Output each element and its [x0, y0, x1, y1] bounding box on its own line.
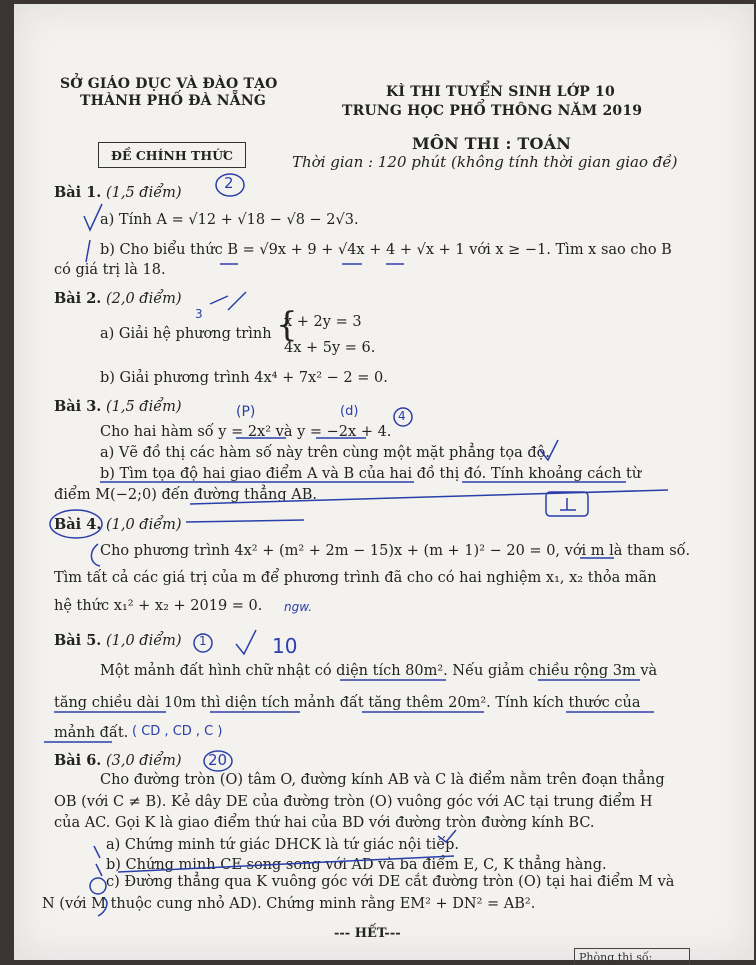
bai1-b: b) Cho biểu thức B = √9x + 9 + √4x + 4 + √x + 1 với x ≥ −1. Tìm x sao cho B — [100, 242, 672, 258]
department-name: SỞ GIÁO DỤC VÀ ĐÀO TẠO — [60, 76, 278, 92]
system-brace: { — [276, 305, 298, 345]
check-mark-6 — [438, 830, 456, 842]
hw-number-2: 2 — [224, 174, 234, 192]
bai6-heading: Bài 6. (3,0 điểm) — [54, 752, 182, 769]
bai1-b-line2: có giá trị là 18. — [54, 262, 166, 278]
long-underline — [190, 490, 668, 504]
bracket-bai6c — [98, 898, 107, 916]
subject-title: MÔN THI : TOÁN — [412, 134, 572, 153]
bai6-c: c) Đường thẳng qua K vuông góc với DE cắt đường tròn (O) tại hai điểm M và — [106, 874, 675, 890]
check-marks-6ab — [94, 846, 102, 876]
bai5-line1: Một mảnh đất hình chữ nhật có diện tích 80m². Nếu giảm chiều rộng 3m và — [100, 663, 658, 679]
bai2-b: b) Giải phương trình 4x⁴ + 7x² − 2 = 0. — [100, 370, 388, 386]
bai2-eq1: x + 2y = 3 — [284, 314, 362, 330]
bai5-line2: tăng chiều dài 10m thì diện tích mảnh đất tăng thêm 20m². Tính kích thước của — [54, 695, 641, 711]
circle-bai4 — [50, 510, 102, 538]
bai4-line2: Tìm tất cả các giá trị của m để phương trình đã cho có hai nghiệm x₁, x₂ thỏa mãn — [54, 570, 657, 586]
bai3-b-line2: điểm M(−2;0) đến đường thẳng AB. — [54, 487, 317, 503]
room-number-box: Phòng thi số: — [574, 948, 690, 965]
handwriting-strokes — [14, 4, 754, 960]
hw-number-4: 4 — [398, 409, 406, 423]
hw-label-d: (d) — [340, 404, 359, 419]
exam-subtitle: TRUNG HỌC PHỔ THÔNG NĂM 2019 — [342, 103, 643, 119]
hw-number-10: 10 — [272, 634, 298, 658]
bai3-heading: Bài 3. (1,5 điểm) — [54, 398, 182, 415]
check-mark-5 — [236, 630, 256, 654]
bai4-line3: hệ thức x₁² + x₂ + 2019 = 0. — [54, 598, 263, 614]
end-mark: --- HẾT--- — [334, 926, 401, 941]
time-limit: Thời gian : 120 phút (không tính thời gian giao đề) — [292, 153, 678, 171]
bai6-line3: của AC. Gọi K là giao điểm thứ hai của BD với đường tròn đường kính BC. — [54, 815, 595, 831]
bai2-eq2: 4x + 5y = 6. — [284, 340, 376, 356]
bai2-a: a) Giải hệ phương trình — [100, 326, 272, 342]
bai4-heading: Bài 4. (1,0 điểm) — [54, 516, 182, 533]
check-mark-2 — [210, 292, 246, 310]
underline-bai4 — [186, 520, 304, 522]
bai3-line1: Cho hai hàm số y = 2x² và y = −2x + 4. — [100, 424, 392, 440]
bai2-heading: Bài 2. (2,0 điểm) — [54, 290, 182, 307]
hw-number-1: 1 — [199, 634, 207, 648]
hw-number-3: 3 — [195, 307, 203, 321]
bai6-a: a) Chứng minh tứ giác DHCK là tứ giác nội tiếp. — [106, 837, 460, 853]
hw-note: ngw. — [284, 600, 313, 614]
hw-cd-note: ( CD , CD , C ) — [132, 724, 223, 739]
bai6-b: b) Chứng minh CE song song với AD và ba điểm E, C, K thẳng hàng. — [106, 857, 607, 873]
bai1-a: a) Tính A = √12 + √18 − √8 − 2√3. — [100, 212, 359, 228]
bai5-line3: mảnh đất. — [54, 725, 129, 741]
city-name: THÀNH PHỐ ĐÀ NẴNG — [80, 93, 267, 109]
bai4-line1: Cho phương trình 4x² + (m² + 2m − 15)x + (m + 1)² − 20 = 0, với m là tham số. — [100, 543, 691, 559]
bai3-a: a) Vẽ đồ thị các hàm số này trên cùng một mặt phẳng tọa độ. — [100, 445, 550, 461]
bai3-b-line1: b) Tìm tọa độ hai giao điểm A và B của hai đồ thị đó. Tính khoảng cách từ — [100, 466, 642, 482]
official-badge: ĐỀ CHÍNH THỨC — [98, 142, 246, 168]
bai1-heading: Bài 1. (1,5 điểm) — [54, 184, 182, 201]
bai6-line1: Cho đường tròn (O) tâm O, đường kính AB và C là điểm nằm trên đoạn thẳng — [100, 772, 665, 788]
circle-bai6c — [90, 878, 106, 894]
bracket-bai4 — [91, 544, 100, 566]
exam-title: KÌ THI TUYỂN SINH LỚP 10 — [386, 84, 615, 100]
check-mark-1b — [86, 240, 90, 262]
hw-number-20: 20 — [208, 751, 228, 769]
bai5-heading: Bài 5. (1,0 điểm) — [54, 632, 182, 649]
perp-symbol — [560, 498, 576, 510]
check-mark-1a — [84, 204, 102, 230]
exam-paper — [14, 4, 754, 964]
bai6-c-line2: N (với M thuộc cung nhỏ AD). Chứng minh rằng EM² + DN² = AB². — [42, 896, 536, 912]
hw-label-p: (P) — [236, 404, 256, 420]
check-mark-3 — [540, 440, 558, 460]
bai6-line2: OB (với C ≠ B). Kẻ dây DE của đường tròn (O) vuông góc với AC tại trung điểm H — [54, 794, 653, 810]
underline-bai6b — [118, 856, 454, 872]
